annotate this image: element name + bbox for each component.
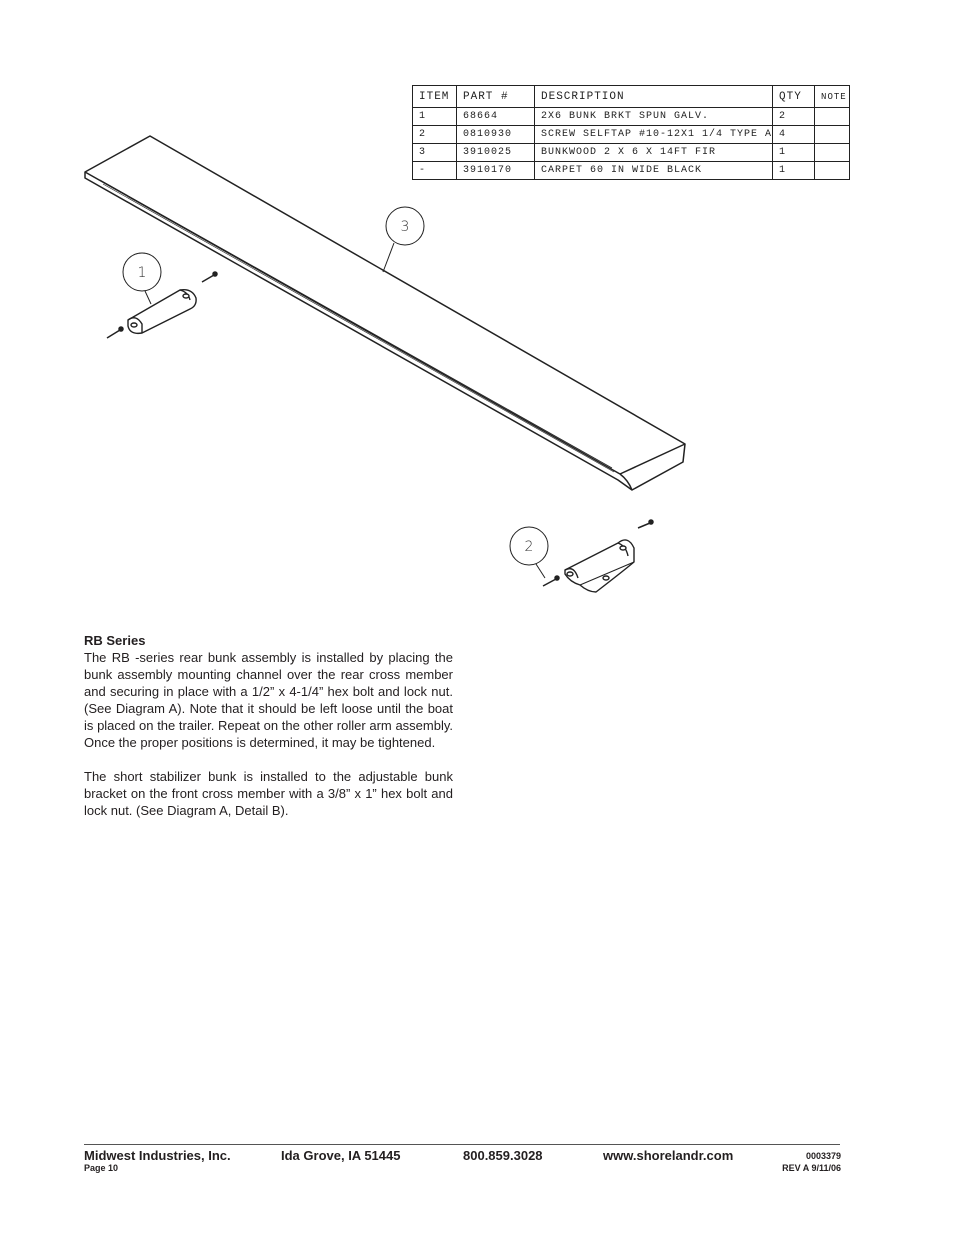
footer-website[interactable]: www.shorelandr.com	[603, 1148, 734, 1163]
table-row	[413, 144, 850, 162]
paragraph: The short stabilizer bunk is installed to the adjustable bunk bracket on the front cross member with a 3/8” x 1” hex bolt and lock nut. (See Diagram A, Detail B).	[84, 769, 453, 818]
cell-note	[815, 108, 850, 126]
cell-note	[815, 162, 850, 180]
footer-location: Ida Grove, IA 51445	[281, 1148, 401, 1163]
cell-part: 68664	[457, 108, 535, 126]
header-qty: QTY	[773, 86, 815, 108]
bunk-bracket-1	[128, 290, 196, 334]
callout-2	[510, 527, 548, 578]
header-item: ITEM	[413, 86, 457, 108]
cell-part: 3910025	[457, 144, 535, 162]
footer-doc-number: 0003379	[805, 1151, 841, 1161]
cell-description: BUNKWOOD 2 X 6 X 14FT FIR	[535, 144, 773, 162]
table-row	[413, 162, 850, 180]
cell-item: 2	[413, 126, 457, 144]
footer-company: Midwest Industries, Inc.	[84, 1148, 231, 1163]
cell-item: 3	[413, 144, 457, 162]
cell-note	[815, 144, 850, 162]
cell-description: CARPET 60 IN WIDE BLACK	[535, 162, 773, 180]
footer-revision: REV A 9/11/06	[782, 1163, 841, 1173]
footer-phone: 800.859.3028	[463, 1148, 543, 1163]
section-title: RB Series	[84, 633, 146, 648]
cell-qty: 4	[773, 126, 815, 144]
cell-note	[815, 126, 850, 144]
paragraph: The RB -series rear bunk assembly is installed by placing the bunk assembly mounting channel over the rear cross member and securing in place with a 1/2” x 4-1/4” hex bolt and lock nut. (See Diagram A). Note that it should be left loose until the boat is placed on the trailer. Repeat on the other roller arm assembly. Once the proper positions is determined, it may be tightened.	[84, 650, 453, 750]
table-row	[413, 108, 850, 126]
header-part: PART #	[457, 86, 535, 108]
callout-2-label: 2	[524, 539, 534, 555]
parts-table	[412, 85, 850, 180]
cell-part: 0810930	[457, 126, 535, 144]
cell-qty: 1	[773, 162, 815, 180]
footer-divider	[84, 1144, 840, 1145]
cell-qty: 1	[773, 144, 815, 162]
footer-page-number: Page 10	[84, 1163, 119, 1173]
bunk-bracket-2	[565, 540, 634, 592]
callout-1	[123, 253, 161, 304]
callout-3-label: 3	[400, 219, 410, 235]
cell-item: 1	[413, 108, 457, 126]
header-description: DESCRIPTION	[535, 86, 773, 108]
cell-part: 3910170	[457, 162, 535, 180]
parts-table-header	[413, 86, 850, 108]
header-note: NOTE	[815, 86, 850, 108]
table-row	[413, 126, 850, 144]
rb-series-section	[84, 632, 453, 819]
cell-item: -	[413, 162, 457, 180]
callout-1-label: 1	[137, 265, 147, 281]
cell-qty: 2	[773, 108, 815, 126]
callout-3	[383, 207, 424, 272]
cell-description: 2X6 BUNK BRKT SPUN GALV.	[535, 108, 773, 126]
cell-description: SCREW SELFTAP #10-12X1 1/4 TYPE A	[535, 126, 773, 144]
